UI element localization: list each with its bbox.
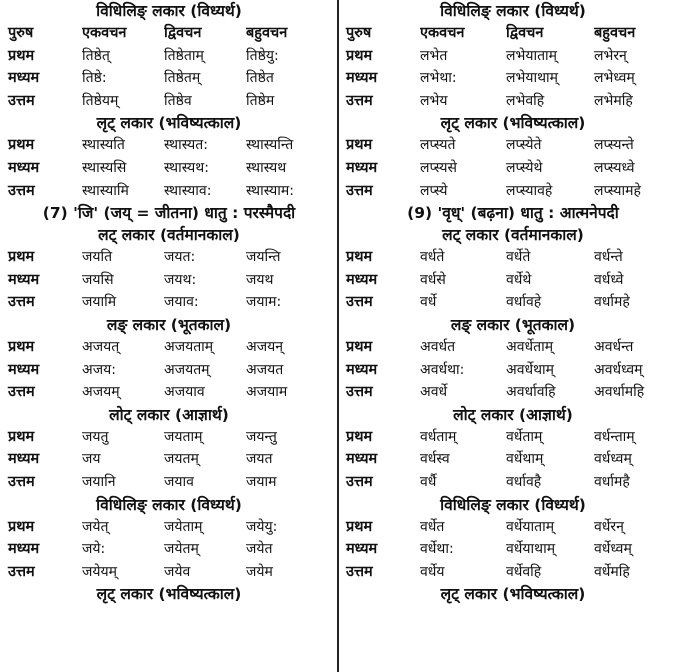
verb-form: जयतम् — [164, 451, 199, 468]
verb-form: अवर्धामहि — [594, 384, 645, 401]
section-heading: विधिलिङ् लकार (विध्यर्थ) — [440, 2, 586, 20]
table-row — [8, 180, 330, 203]
person-label: पुरुष — [8, 25, 34, 41]
column-header: द्विवचन — [164, 25, 202, 41]
section-heading: लोट् लकार (आज्ञार्थ) — [109, 405, 229, 424]
verb-form: वर्धध्वे — [594, 271, 624, 288]
verb-form: तिष्ठेम — [246, 92, 275, 109]
person-label: प्रथम — [346, 47, 373, 64]
verb-form: अवर्धे — [420, 384, 448, 401]
section-heading: लङ् लकार (भूतकाल) — [450, 315, 576, 334]
table-row — [8, 448, 330, 471]
table-row — [346, 538, 680, 561]
person-label: प्रथम — [346, 428, 373, 445]
section-heading: लृट् लकार (भविष्यत्काल) — [440, 114, 586, 133]
person-label: प्रथम — [8, 47, 35, 64]
verb-form: अजयतम् — [164, 361, 210, 378]
verb-form: अजयाम — [246, 384, 288, 401]
person-label: मध्यम — [8, 271, 40, 288]
verb-form: अवर्धेथाम् — [506, 361, 555, 378]
table-row — [346, 134, 680, 157]
verb-form: लभेमहि — [594, 92, 633, 109]
table-row — [8, 45, 330, 68]
verb-form: तिष्ठेत् — [82, 47, 110, 64]
verb-form: अवर्धन्त — [594, 338, 634, 355]
verb-form: जयामि — [82, 294, 117, 311]
person-label: उत्तम — [8, 473, 35, 490]
verb-form: तिष्ठेतम् — [164, 70, 201, 87]
verb-form: वर्धेयाथाम् — [506, 541, 556, 558]
verb-form: जयेव — [164, 563, 191, 580]
verb-form: जयाव: — [164, 294, 199, 311]
person-label: मध्यम — [346, 451, 378, 468]
table-row — [346, 516, 680, 539]
verb-form: अजयताम् — [164, 338, 214, 355]
person-label: उत्तम — [346, 384, 373, 401]
verb-form: तिष्ठेव — [164, 92, 192, 109]
person-label: प्रथम — [346, 338, 373, 355]
table-row — [346, 381, 680, 404]
person-label: उत्तम — [8, 182, 35, 199]
person-label: उत्तम — [8, 92, 35, 109]
table-row — [8, 336, 330, 359]
verb-form: वर्धे — [420, 294, 437, 311]
right-column — [346, 0, 680, 605]
table-row — [8, 426, 330, 449]
verb-form: वर्धै — [420, 473, 437, 490]
verb-form: जये: — [82, 541, 106, 558]
person-label: प्रथम — [346, 249, 373, 266]
verb-form: स्थास्यामि — [82, 182, 129, 199]
table-row — [346, 246, 680, 269]
table-row — [8, 381, 330, 404]
verb-form: जयत: — [164, 249, 196, 266]
table-row — [346, 67, 680, 90]
person-label: मध्यम — [8, 451, 40, 468]
person-label: प्रथम — [346, 137, 373, 154]
verb-form: लप्स्यसे — [420, 159, 457, 176]
verb-form: वर्धेत — [420, 518, 445, 535]
section-heading: लट् लकार (वर्तमानकाल) — [98, 226, 240, 245]
section-heading: लृट् लकार (भविष्यत्काल) — [96, 585, 242, 604]
verb-form: स्थास्यन्ति — [246, 137, 294, 154]
verb-form: स्थास्याव: — [164, 182, 212, 199]
table-row — [8, 471, 330, 494]
verb-form: लप्स्यध्वे — [594, 159, 635, 176]
person-label: उत्तम — [8, 294, 35, 311]
section-heading: विधिलिङ् लकार (विध्यर्थ) — [440, 495, 586, 514]
person-label: मध्यम — [346, 271, 378, 288]
verb-form: अजय: — [82, 361, 116, 378]
verb-form: अवर्धेताम् — [506, 338, 554, 355]
section-heading: लट् लकार (वर्तमानकाल) — [442, 226, 584, 245]
person-label: उत्तम — [346, 294, 373, 311]
verb-form: स्थास्यथ — [246, 159, 287, 176]
verb-form: लभेवहि — [506, 92, 545, 109]
section-heading: (9) 'वृध्' (बढ़ना) धातु : आत्मनेपदी — [407, 204, 619, 223]
table-row — [346, 157, 680, 180]
verb-form: वर्धेयाताम् — [506, 518, 555, 535]
verb-form: स्थास्याम: — [246, 182, 295, 199]
table-row — [8, 291, 330, 314]
verb-form: जयथ: — [164, 271, 197, 288]
verb-form: वर्धेरन् — [594, 518, 624, 535]
section-heading: विधिलिङ् लकार (विध्यर्थ) — [96, 495, 242, 514]
verb-form: अवर्धथा: — [420, 361, 465, 378]
table-row — [346, 45, 680, 68]
table-row — [8, 134, 330, 157]
verb-form: तिष्ठेयम् — [82, 92, 119, 109]
person-label: उत्तम — [346, 473, 373, 490]
verb-form: जयन्तु — [246, 428, 277, 445]
person-label: मध्यम — [346, 159, 378, 176]
table-header-row — [8, 22, 330, 45]
verb-form: वर्धते — [420, 249, 445, 266]
verb-form: जयत — [246, 451, 273, 468]
verb-form: तिष्ठेयु: — [246, 47, 279, 64]
verb-form: जयेताम् — [164, 518, 203, 535]
person-label: उत्तम — [346, 182, 373, 199]
person-label: प्रथम — [346, 518, 373, 535]
person-label: उत्तम — [346, 92, 373, 109]
table-row — [346, 336, 680, 359]
person-label: उत्तम — [8, 384, 35, 401]
verb-form: लभेत — [420, 47, 448, 64]
section-heading: लृट् लकार (भविष्यत्काल) — [96, 114, 242, 133]
table-row — [8, 538, 330, 561]
verb-form: वर्धेथाम् — [506, 451, 544, 468]
verb-form: वर्धावहे — [506, 294, 542, 311]
table-row — [346, 448, 680, 471]
verb-form: वर्धन्ताम् — [594, 428, 635, 445]
section-heading: लोट् लकार (आज्ञार्थ) — [453, 405, 573, 424]
verb-form: लभेरन् — [594, 47, 627, 64]
verb-form: लप्स्येते — [506, 137, 542, 154]
verb-form: वर्धामहै — [594, 473, 630, 490]
table-row — [346, 561, 680, 584]
table-row — [346, 269, 680, 292]
left-column — [8, 0, 330, 605]
table-row — [346, 359, 680, 382]
table-row — [8, 269, 330, 292]
table-row — [346, 426, 680, 449]
table-row — [346, 90, 680, 113]
verb-form: वर्धेध्वम् — [594, 541, 632, 558]
section-heading: लृट् लकार (भविष्यत्काल) — [440, 585, 586, 604]
column-header: एकवचन — [420, 25, 465, 41]
verb-form: अजयत — [246, 361, 284, 378]
verb-form: जयानि — [82, 473, 116, 490]
verb-form: लप्स्यन्ते — [594, 137, 634, 154]
person-label: मध्यम — [346, 541, 378, 558]
verb-form: अवर्धध्वम् — [594, 361, 643, 378]
verb-form: अजयम् — [82, 384, 120, 401]
verb-form: स्थास्यति — [82, 137, 125, 154]
verb-form: तिष्ठे: — [82, 70, 107, 87]
verb-form: लभेयाथाम् — [506, 70, 559, 87]
verb-form: जयसि — [82, 271, 114, 288]
verb-form: लभेध्वम् — [594, 70, 635, 87]
verb-form: जयतु — [82, 428, 109, 445]
column-header: बहुवचन — [246, 25, 288, 41]
table-row — [346, 291, 680, 314]
verb-form: जयाव — [164, 473, 194, 490]
person-label: मध्यम — [346, 70, 378, 87]
person-label: प्रथम — [8, 338, 35, 355]
verb-form: वर्धेवहि — [506, 563, 542, 580]
verb-form: जयन्ति — [246, 249, 281, 266]
verb-form: जयेयम् — [82, 563, 117, 580]
verb-form: जयेयु: — [246, 518, 278, 535]
verb-form: वर्धेथा: — [420, 541, 454, 558]
verb-form: लप्स्येथे — [506, 159, 543, 176]
verb-form: वर्धेमहि — [594, 563, 630, 580]
verb-form: जयेत — [246, 541, 273, 558]
verb-form: वर्धध्वम् — [594, 451, 632, 468]
table-row — [8, 90, 330, 113]
person-label: प्रथम — [8, 428, 35, 445]
verb-form: जयति — [82, 249, 113, 266]
person-label: प्रथम — [8, 137, 35, 154]
verb-form: वर्धस्व — [420, 451, 450, 468]
table-row — [8, 516, 330, 539]
verb-form: स्थास्यथ: — [164, 159, 209, 176]
verb-form: अवर्धत — [420, 338, 456, 355]
verb-form: लप्स्यते — [420, 137, 456, 154]
verb-form: वर्धसे — [420, 271, 446, 288]
column-header: बहुवचन — [594, 25, 636, 41]
person-label: उत्तम — [346, 563, 373, 580]
verb-form: वर्धेथे — [506, 271, 532, 288]
table-row — [8, 561, 330, 584]
person-label: मध्यम — [8, 541, 40, 558]
table-row — [8, 157, 330, 180]
section-heading: (7) 'जि' (जय् = जीतना) धातु : परस्मैपदी — [42, 204, 296, 223]
verb-form: वर्धामहे — [594, 294, 630, 311]
person-label: प्रथम — [8, 249, 35, 266]
verb-form: वर्धेय — [420, 563, 445, 580]
person-label: उत्तम — [8, 563, 35, 580]
verb-form: जयथ — [246, 271, 274, 288]
verb-form: जयाम — [246, 473, 277, 490]
section-heading: विधिलिङ् लकार (विध्यर्थ) — [96, 2, 242, 20]
verb-form: वर्धेताम् — [506, 428, 543, 445]
verb-form: तिष्ठेत — [246, 70, 274, 87]
column-header: एकवचन — [82, 25, 127, 41]
verb-form: जयताम् — [164, 428, 203, 445]
verb-form: वर्धावहै — [506, 473, 542, 490]
verb-form: स्थास्यत: — [164, 137, 209, 154]
table-row — [8, 67, 330, 90]
person-label: मध्यम — [8, 70, 40, 87]
verb-form: अवर्धावहि — [506, 384, 556, 401]
verb-form: लप्स्ये — [420, 182, 448, 199]
verb-form: लभेथा: — [420, 70, 457, 87]
person-label: मध्यम — [8, 159, 40, 176]
verb-form: वर्धेते — [506, 249, 531, 266]
verb-form: लभेयाताम् — [506, 47, 558, 64]
verb-form: वर्धन्ते — [594, 249, 623, 266]
verb-form: जयेत् — [82, 518, 109, 535]
column-divider — [337, 0, 339, 672]
person-label: मध्यम — [346, 361, 378, 378]
table-row — [8, 359, 330, 382]
verb-form: जयेम — [246, 563, 273, 580]
verb-form: अजयन् — [246, 338, 283, 355]
table-row — [346, 180, 680, 203]
verb-form: लप्स्यावहे — [506, 182, 553, 199]
person-label: पुरुष — [346, 25, 372, 41]
table-row — [346, 471, 680, 494]
verb-form: अजयाव — [164, 384, 205, 401]
verb-form: स्थास्यसि — [82, 159, 127, 176]
verb-form: लभेय — [420, 92, 448, 109]
table-header-row — [346, 22, 680, 45]
verb-form: जय — [82, 451, 101, 468]
verb-form: वर्धताम् — [420, 428, 457, 445]
section-heading: लङ् लकार (भूतकाल) — [106, 315, 232, 334]
verb-form: जयाम: — [246, 294, 282, 311]
verb-form: अजयत् — [82, 338, 120, 355]
table-row — [8, 246, 330, 269]
column-header: द्विवचन — [506, 25, 544, 41]
person-label: मध्यम — [8, 361, 40, 378]
verb-form: जयेतम् — [164, 541, 199, 558]
person-label: प्रथम — [8, 518, 35, 535]
verb-form: लप्स्यामहे — [594, 182, 641, 199]
verb-form: तिष्ठेताम् — [164, 47, 204, 64]
